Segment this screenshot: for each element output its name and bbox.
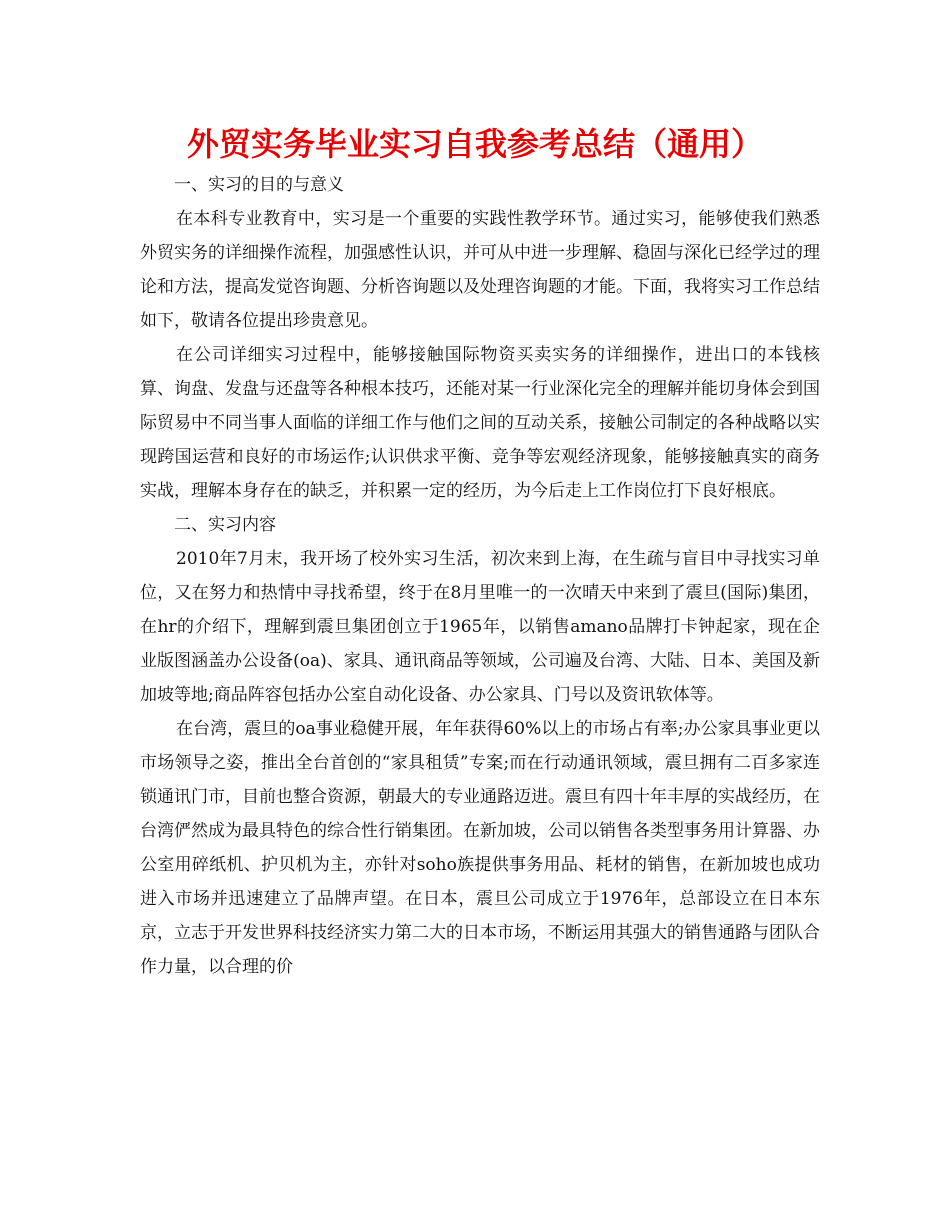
paragraph: 在公司详细实习过程中，能够接触国际物资买卖实务的详细操作，进出口的本钱核算、询盘、发盘与还盘等各种根本技巧，还能对某一行业深化完全的理解并能切身体会到国际贸易中不同当事人面临的详细工作与他们之间的互动关系，接触公司制定的各种战略以实现跨国运营和良好的市场运作;认识供求平衡、竞争等宏观经济现象，能够接触真实的商务实战，理解本身存在的缺乏，并积累一定的经历，为今后走上工作岗位打下良好根底。: [140, 345, 820, 501]
section-heading-content: 二、实习内容: [174, 515, 276, 535]
section-heading-purpose: 一、实习的目的与意义: [174, 175, 344, 195]
paragraph: 在台湾，震旦的oa事业稳健开展，年年获得60%以上的市场占有率;办公家具事业更以市场领导之姿，推出全台首创的“家具租赁”专案;而在行动通讯领域，震旦拥有二百多家连锁通讯门市，目前也整合资源，朝最大的专业通路迈进。震旦有四十年丰厚的实战经历，在台湾俨然成为最具特色的综合性行销集团。在新加坡，公司以销售各类型事务用计算器、办公室用碎纸机、护贝机为主，亦针对soho族提供事务用品、耗材的销售，在新加坡也成功进入市场并迅速建立了品牌声望。在日本，震旦公司成立于1976年，总部设立在日本东京，立志于开发世界科技经济实力第二大的日本市场，不断运用其强大的销售通路与团队合作力量，以合理的价: [140, 719, 820, 977]
paragraph: 在本科专业教育中，实习是一个重要的实践性教学环节。通过实习，能够使我们熟悉外贸实务的详细操作流程，加强感性认识，并可从中进一步理解、稳固与深化已经学过的理论和方法，提高发觉咨询题、分析咨询题以及处理咨询题的才能。下面，我将实习工作总结如下，敬请各位提出珍贵意见。: [140, 209, 820, 331]
document-body: [140, 168, 820, 984]
document-title: 外贸实务毕业实习自我参考总结（通用）: [186, 125, 763, 163]
paragraph: 2010年7月末，我开场了校外实习生活，初次来到上海，在生疏与盲目中寻找实习单位，又在努力和热情中寻找希望，终于在8月里唯一的一次晴天中来到了震旦(国际)集团，在hr的介绍下，理解到震旦集团创立于1965年，以销售amano品牌打卡钟起家，现在企业版图涵盖办公设备(oa)、家具、通讯商品等领域，公司遍及台湾、大陆、日本、美国及新加坡等地;商品阵容包括办公室自动化设备、办公家具、门号以及资讯软体等。: [140, 549, 820, 705]
